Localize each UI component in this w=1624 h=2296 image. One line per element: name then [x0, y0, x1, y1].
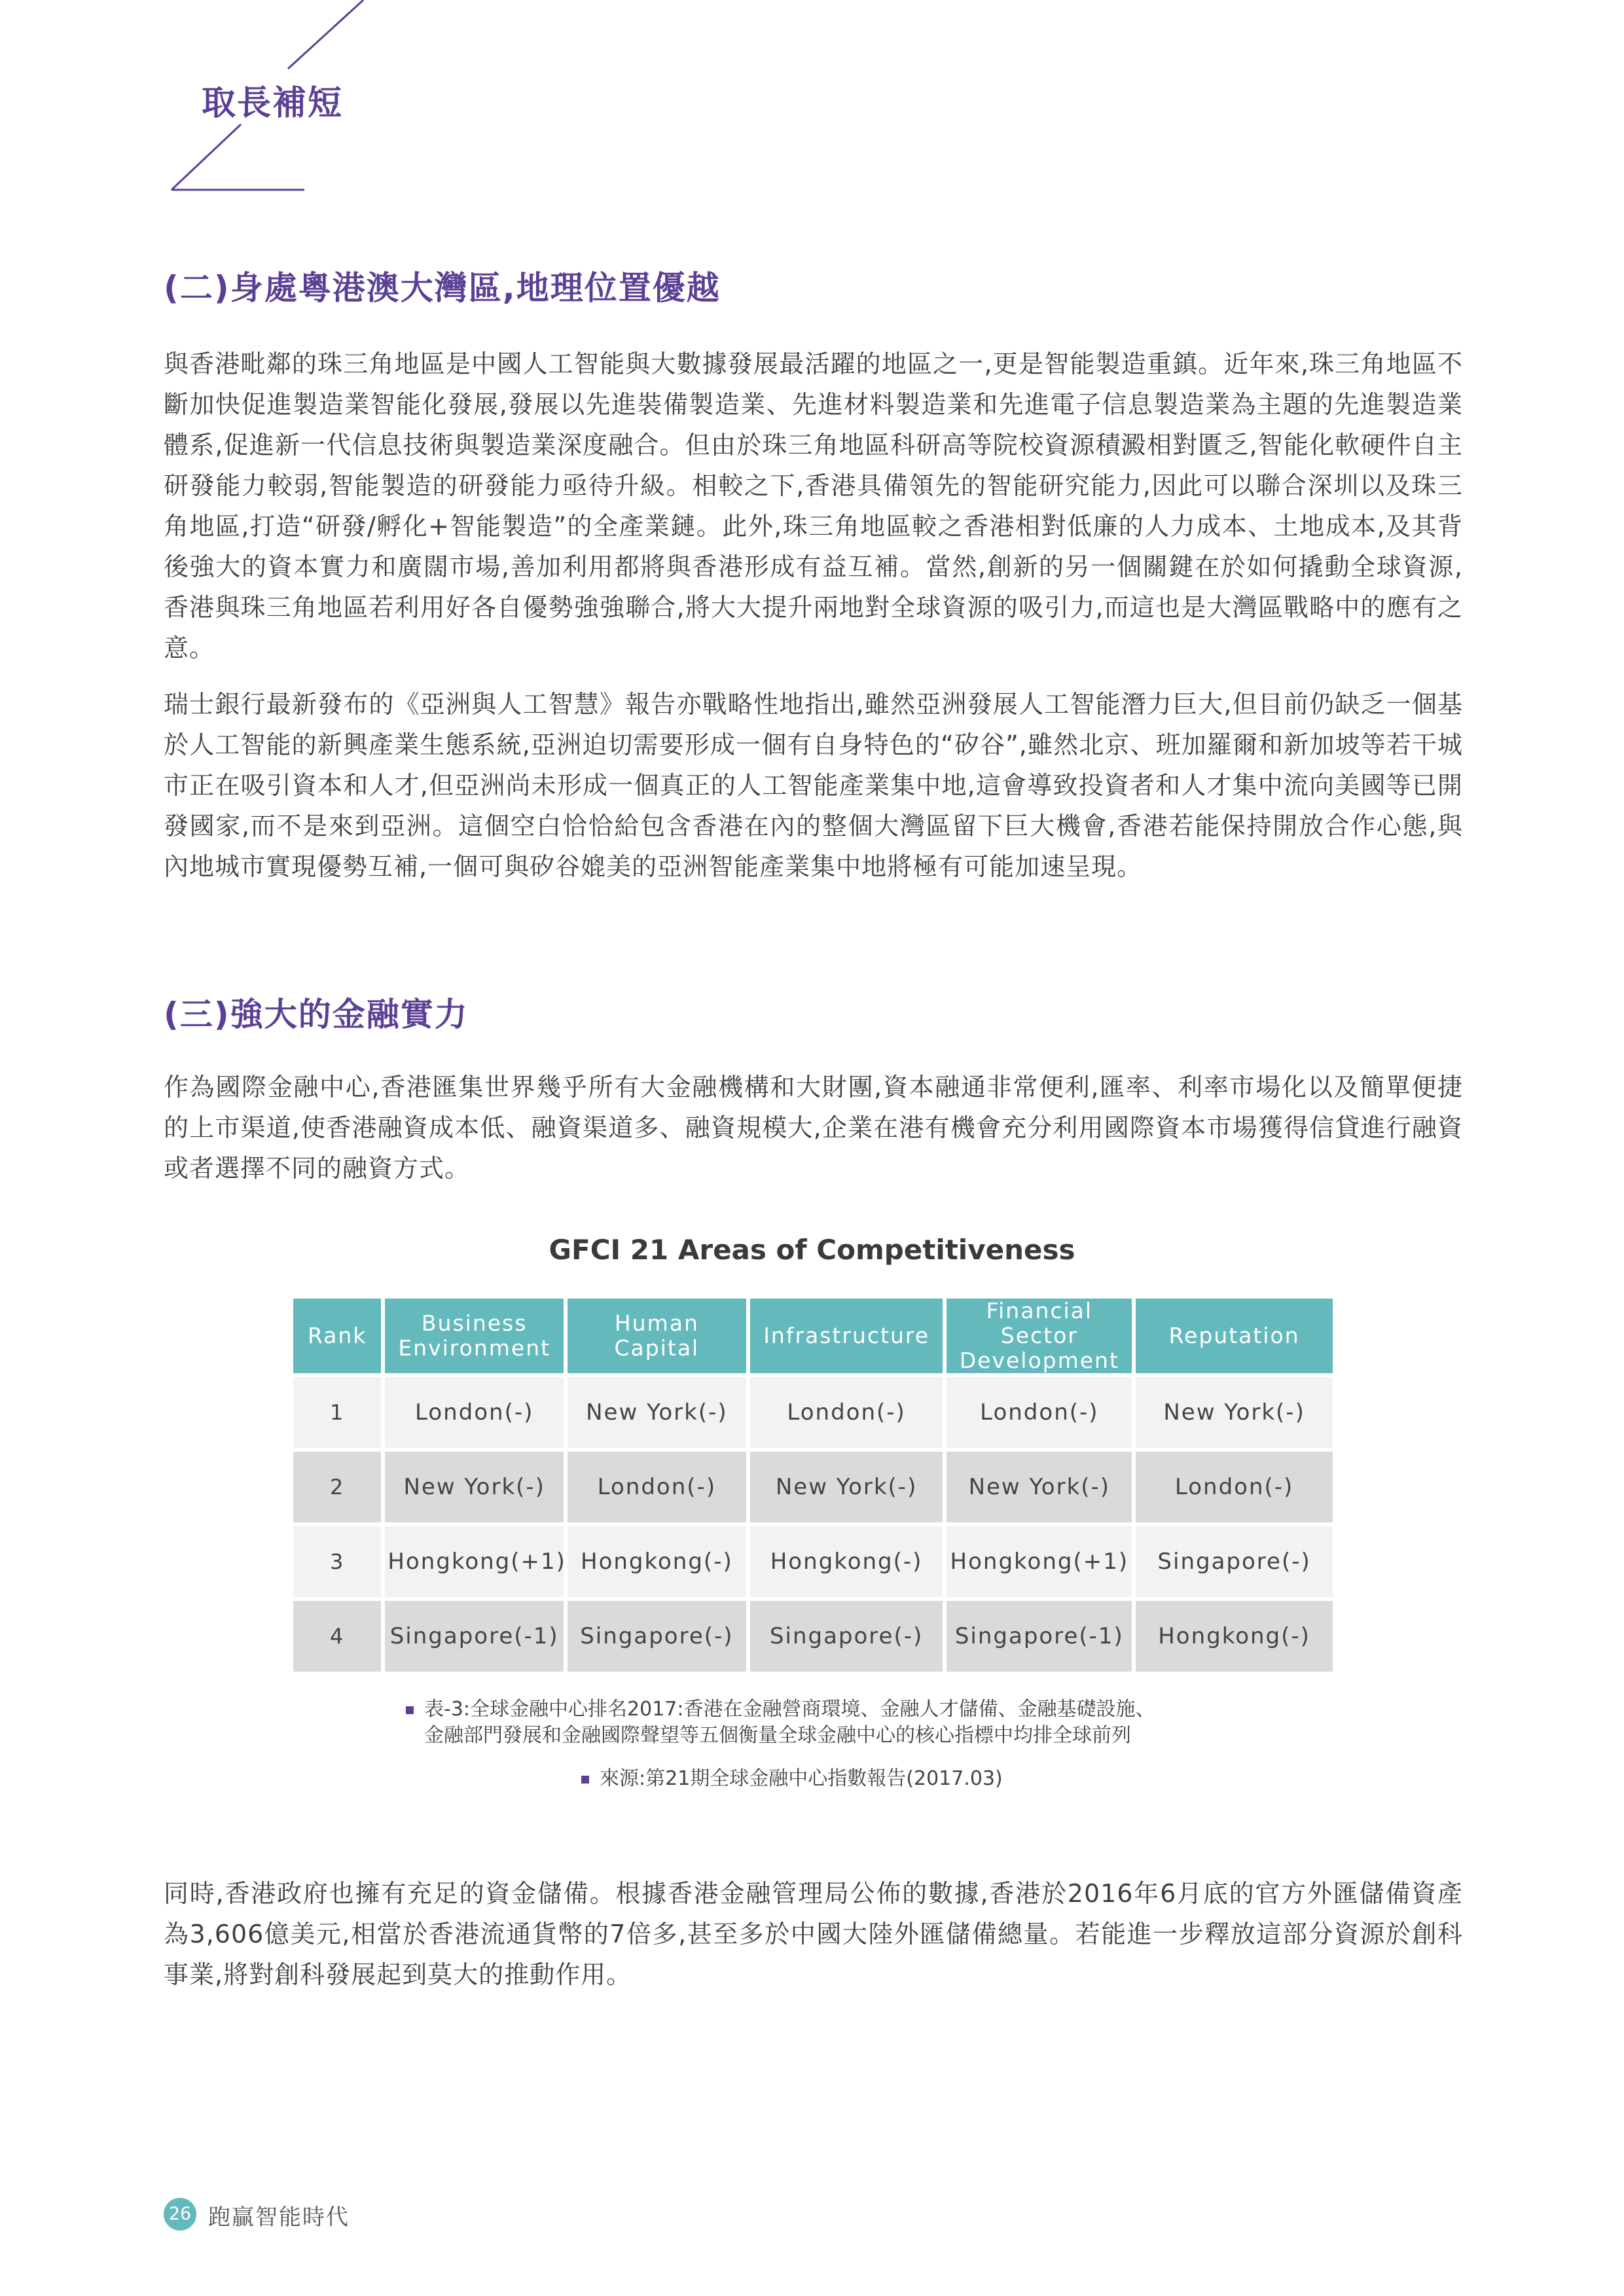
- source-text: 來源:第21期全球金融中心指數報告(2017.03): [600, 1767, 1003, 1790]
- header-reputation: Reputation: [1136, 1299, 1333, 1373]
- section-2-paragraph-2: [164, 684, 1463, 887]
- paragraph-text: 瑞士銀行最新發布的《亞洲與人工智慧》報告亦戰略性地指出,雖然亞洲發展人工智能潛力巨大,但目前仍缺乏一個基於人工智能的新興產業生態系統,亞洲迫切需要形成一個有自身特色的“矽谷”,雖然北京、班加羅爾和新加坡等若干城市正在吸引資本和人才,但亞洲尚未形成一個真正的人工智能產業集中地,這會導致投資者和人才集中流向美國等已開發國家,而不是來到亞洲。這個空白恰恰給包含香港在內的整個大灣區留下巨大機會,香港若能保持開放合作心態,與內地城市實現優勢互補,一個可與矽谷媲美的亞洲智能產業集中地將極有可能加速呈現。: [164, 690, 1463, 881]
- header-business-environment: Business Environment: [385, 1299, 564, 1373]
- table-cell: 3: [293, 1526, 381, 1597]
- table-cell: 1: [293, 1377, 381, 1448]
- table-cell: 2: [293, 1452, 381, 1522]
- section-2-paragraph-1: [164, 344, 1463, 668]
- table-cell: London(-): [750, 1377, 943, 1448]
- table-row: [293, 1452, 1333, 1522]
- table-title: GFCI 21 Areas of Competitiveness: [549, 1234, 1075, 1266]
- paragraph-text: 同時,香港政府也擁有充足的資金儲備。根據香港金融管理局公佈的數據,香港於2016年6月底的官方外匯儲備資產為3,606億美元,相當於香港流通貨幣的7倍多,甚至多於中國大陸外匯儲備總量。若能進一步釋放這部分資源於創科事業,將對創科發展起到莫大的推動作用。: [164, 1879, 1463, 1989]
- table-cell: London(-): [568, 1452, 746, 1522]
- table-row: [293, 1526, 1333, 1597]
- header-human-capital: Human Capital: [568, 1299, 746, 1373]
- table-cell: 4: [293, 1601, 381, 1672]
- table-cell: Hongkong(-): [750, 1526, 943, 1597]
- table-header-row: [293, 1299, 1333, 1373]
- section-3-paragraph: [164, 1067, 1463, 1189]
- table-cell: Hongkong(-): [1136, 1601, 1333, 1672]
- table-cell: New York(-): [568, 1377, 746, 1448]
- section-heading-2: (二)身處粵港澳大灣區,地理位置優越: [164, 269, 721, 307]
- table-cell: Singapore(-): [750, 1601, 943, 1672]
- header-rank: Rank: [293, 1299, 381, 1373]
- table-cell: New York(-): [385, 1452, 564, 1522]
- footer-title: 跑贏智能時代: [208, 2204, 350, 2231]
- table-row: [293, 1377, 1333, 1448]
- gfci-table: [289, 1295, 1337, 1676]
- table-cell: New York(-): [947, 1452, 1132, 1522]
- table-cell: Singapore(-1): [947, 1601, 1132, 1672]
- table-cell: Hongkong(-): [568, 1526, 746, 1597]
- table-cell: Hongkong(+1): [947, 1526, 1132, 1597]
- paragraph-text: 與香港毗鄰的珠三角地區是中國人工智能與大數據發展最活躍的地區之一,更是智能製造重鎮。近年來,珠三角地區不斷加快促進製造業智能化發展,發展以先進裝備製造業、先進材料製造業和先進電子信息製造業為主題的先進製造業體系,促進新一代信息技術與製造業深度融合。但由於珠三角地區科研高等院校資源積澱相對匱乏,智能化軟硬件自主研發能力較弱,智能製造的研發能力亟待升級。相較之下,香港具備領先的智能研究能力,因此可以聯合深圳以及珠三角地區,打造“研發/孵化+智能製造”的全產業鏈。此外,珠三角地區較之香港相對低廉的人力成本、土地成本,及其背後強大的資本實力和廣闊市場,善加利用都將與香港形成有益互補。當然,創新的另一個關鍵在於如何撬動全球資源,香港與珠三角地區若利用好各自優勢強強聯合,將大大提升兩地對全球資源的吸引力,而這也是大灣區戰略中的應有之意。: [164, 350, 1463, 662]
- table-cell: New York(-): [750, 1452, 943, 1522]
- table-cell: Singapore(-): [1136, 1526, 1333, 1597]
- caption-line-1: 表-3:全球金融中心排名2017:香港在金融營商環境、金融人才儲備、金融基礎設施、: [424, 1698, 1155, 1721]
- section-label: 取長補短: [202, 84, 344, 123]
- table-cell: Singapore(-): [568, 1601, 746, 1672]
- table-row: [293, 1601, 1333, 1672]
- table-cell: Hongkong(+1): [385, 1526, 564, 1597]
- page-number-badge: 26: [164, 2198, 196, 2231]
- closing-paragraph: [164, 1873, 1463, 1995]
- table-cell: Singapore(-1): [385, 1601, 564, 1672]
- table-cell: New York(-): [1136, 1377, 1333, 1448]
- caption-line-2: 金融部門發展和金融國際聲望等五個衡量全球金融中心的核心指標中均排全球前列: [424, 1724, 1131, 1747]
- header-financial-sector-development: Financial Sector Development: [947, 1299, 1132, 1373]
- table-cell: London(-): [385, 1377, 564, 1448]
- paragraph-text: 作為國際金融中心,香港匯集世界幾乎所有大金融機構和大財團,資本融通非常便利,匯率、利率市場化以及簡單便捷的上市渠道,使香港融資成本低、融資渠道多、融資規模大,企業在港有機會充分利用國際資本市場獲得信貸進行融資或者選擇不同的融資方式。: [164, 1073, 1463, 1183]
- table-source: [581, 1766, 1003, 1792]
- header-infrastructure: Infrastructure: [750, 1299, 943, 1373]
- bullet-square-icon: [406, 1706, 414, 1714]
- bullet-square-icon: [581, 1776, 589, 1784]
- section-heading-3: (三)強大的金融實力: [164, 996, 469, 1033]
- table-cell: London(-): [1136, 1452, 1333, 1522]
- table-caption: [406, 1696, 1155, 1749]
- table-cell: London(-): [947, 1377, 1132, 1448]
